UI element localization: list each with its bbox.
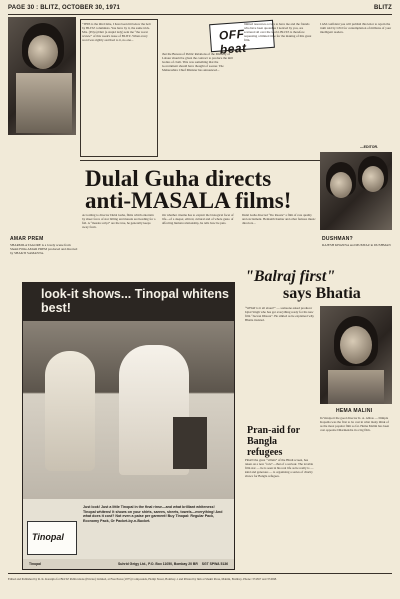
ad-foot-right: SGT SPWA 5136 xyxy=(201,562,228,566)
headline-line-2: anti-MASALA films! xyxy=(85,188,292,213)
main-headline xyxy=(85,168,315,212)
ad-foot-mid: Suhrid Geigy Ltd., P.O. Box 11050, Bombay 20 BR xyxy=(118,562,198,566)
pran-article: PRAN the great “villain” of the Hindi screen, has taken on a new “role”—that of a saviour. The lovable film star — he is seen in his real life as he really is — kind and generous — is organising a series of charity shows for Bangla refugees. xyxy=(245,458,314,478)
pran-subhead: Pran-aid for Bangla refugees xyxy=(247,425,300,458)
footer-rule xyxy=(8,573,392,574)
headline-line-1: Dulal Guha directs xyxy=(85,166,272,191)
ad-headline: look-it shows... Tinopal whitens best! xyxy=(41,287,229,315)
tinopal-brand: Tinopal xyxy=(32,532,64,542)
masthead-right: BLITZ xyxy=(374,5,392,11)
article-column-2: On whether cinema has to exploit the biological facet of life—of a deeper, ethical, cultural and of whole gusto of affecting human relationship, he tells how he puts. xyxy=(162,213,234,225)
page-label: PAGE 30 : BLITZ, OCTOBER 30, 1971 xyxy=(8,5,121,11)
hema-article: In Westport the good director K. A. Abbas — Dimple Kapadia was the first to be cast in what many think of as the most popular film so far. Hema Malini has been cast opposite Dharmendra in a big film. xyxy=(320,416,390,432)
page-footer: Edited and Published by R. K. Karanjia for BLITZ Publications (Private) Limited, at Free Press (1975) Compounds, Homji Street, Bombay-1 and Printed by him at Shakti Press, Mahim, Bombay. Phone: 374567 and 374568. xyxy=(8,577,277,581)
caption-dushman: DUSHMAN? xyxy=(322,236,354,242)
ad-footer xyxy=(23,559,234,569)
ad-headline-band xyxy=(23,283,234,321)
caption-amar-prem-text: SHARMILA TAGORE is a lovely scene from Shakti Films AMAR PREM produced and directed by SHAKTI SAMANTA. xyxy=(10,243,78,256)
ad-copy: Just look! Just a little Tinopal in the final rinse—and what brilliant whiteness! Tinopal whitens! It shows on your shirts, sarees, sheets, towels—everything! And what does it cost? Not even a paise per garment! Buy Tinopal: Regular Pack, Economy Pack, Or Packet-by-n-Bucket. xyxy=(83,505,223,523)
pullquote-line-2: says Bhatia xyxy=(283,285,361,302)
article-column-3: Dulal Guha directed “Do Raaste” a film of rare quality and excitement. Hemanth Kumar and other famous music directors... xyxy=(242,213,316,225)
photo-dushman xyxy=(320,152,392,230)
editor-signoff: —EDITOR. xyxy=(360,145,379,149)
tinopal-ad xyxy=(22,282,235,570)
header-rule xyxy=(8,14,392,15)
tinopal-box xyxy=(27,521,77,555)
column-letter-4: I AM confident you will publish this letter to rejoin the truth told by LEO for contemplation of millions of your intelligent readers. xyxy=(320,22,392,34)
ad-foot-left: Tinopal xyxy=(29,562,41,566)
offbeat-label: OFF beat xyxy=(218,26,248,57)
bhatia-article: “WHAT is it all about?” — someone asked producer Iqbal Singh who has got everything ready for his new film “Jeevan Dhaara”. He smiled as he explained why Bhatia insisted. xyxy=(245,306,314,322)
article-column-1: According to director Dulal Guha, films which entertain by sheer force of star billing and masala are heading for a fall. A “masala script” are the true, he generally keeps away from. xyxy=(82,213,156,229)
caption-amar-prem: AMAR PREM xyxy=(10,236,44,242)
page-header xyxy=(8,3,392,13)
photo-amar-prem xyxy=(8,17,76,135)
column-letter-1: "THIS is the third time, I have been hit below the belt by BLITZ columnists. You have by it, the same trick. Mrs. (Priya) Dutt (a stupid lady) sent me “the worst review” of this week's issue of BLITZ. When every word was rightly ascribed to it, no one... xyxy=(82,22,151,42)
ad-illustration xyxy=(23,321,234,499)
photo-hema-malini xyxy=(320,306,392,404)
pullquote-line-1: "Balraj first" xyxy=(245,268,336,285)
pullquote xyxy=(245,268,385,302)
letter-box xyxy=(80,19,158,157)
caption-hema: HEMA MALINI xyxy=(336,408,373,414)
caption-dushman-text: RAJESH KHANNA and MUMTAZ in DUSHMAN xyxy=(322,243,391,247)
column-letter-3: limited resources occurs to have me and the friends who have been quoted as I noticed by you, are scattered all over the world. BLITZ is therefore requesting a limited time for the making of this great film. xyxy=(244,22,312,42)
column-letter-2: that the Bureau of Public Relations of the Ministry of Labour should be given the contract to produce the mill bodies of cloth. This was something that the Government should have thought of sooner. The Maharashtra Chief Minister has announced... xyxy=(162,52,233,72)
